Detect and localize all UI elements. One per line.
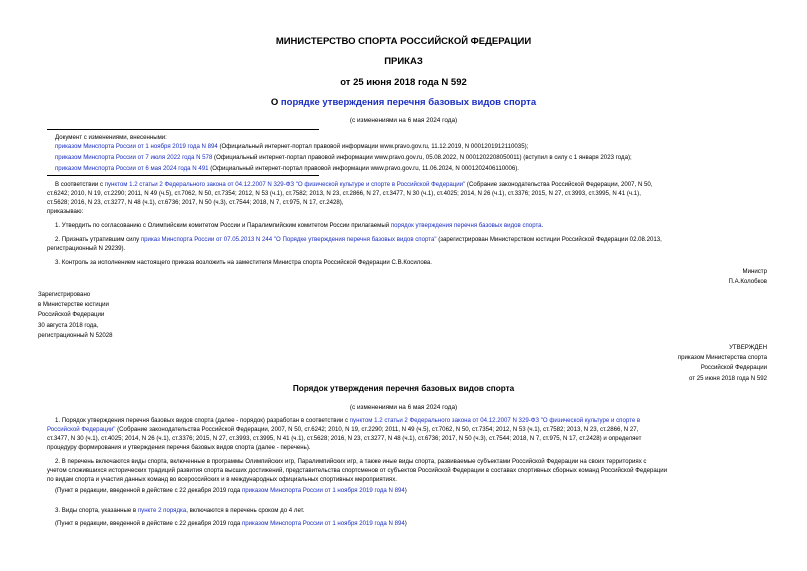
procedure-p2-line: учетом сложившихся исторических традиций развития спорта высших достижений, представительства спортсменов от субъектов Российской Федерации в составах спортивных сборных команд Российской Федерации	[47, 467, 668, 474]
procedure-p1	[55, 416, 640, 425]
procedure-link[interactable]: порядок утверждения перечня базовых видов спорта	[390, 222, 542, 229]
law-link[interactable]: Российской Федерации"	[47, 426, 116, 433]
change-item-link[interactable]: приказом Минспорта России от 7 июля 2022 года N 578	[55, 154, 213, 161]
registration-line: Зарегистрировано	[38, 291, 91, 298]
changes-divider-bottom	[47, 175, 319, 176]
preamble-text: (Собрание законодательства Российской Федерации, 2007, N 50,	[465, 181, 653, 188]
approved-line: от 25 июня 2018 года N 592	[688, 374, 767, 382]
order-item-text: 2. Признать утратившим силу	[55, 236, 141, 243]
note-text: )	[404, 520, 407, 527]
amending-order-link[interactable]: приказом Минспорта России от 1 ноября 2019 года N 894	[241, 487, 405, 494]
procedure-p2-line: по видам спорта и участия данных команд во всероссийских и в международных официальных спортивных мероприятиях.	[47, 476, 397, 483]
registration-line: Российской Федерации	[38, 311, 105, 319]
registration-line: в Министерстве юстиции	[38, 301, 109, 309]
order-item-2	[55, 235, 662, 244]
changes-divider-top	[47, 129, 319, 130]
registration-line: регистрационный N 52028	[38, 331, 113, 339]
amending-order-link[interactable]: приказом Минспорта России от 1 ноября 2019 года N 894	[241, 520, 405, 527]
repealed-order-link[interactable]: приказ Минспорта России от 07.05.2013 N 244 "О Порядке утверждения перечня базовых видов спорта"	[140, 236, 437, 243]
change-item	[55, 153, 632, 162]
doc-date-number: от 25 июня 2018 года N 592	[340, 77, 467, 88]
procedure-text: (Собрание законодательства Российской Федерации, 2007, N 50, ст.6242; 2010, N 19, ст.2290; 2011, N 49 (ч.5), ст.7062, N 50, ст.7354; 2012, N 53 (ч.1), ст.7582; 2013, N 23, ст.2866, N 27,	[115, 426, 639, 433]
change-item	[55, 164, 519, 173]
procedure-text: , включаются в перечень сроком до 4 лет.	[186, 507, 305, 514]
note-text: (Пункт в редакции, введенной в действие с 22 декабря 2019 года	[55, 520, 242, 527]
preamble-line: ст.5628; 2016, N 23, ст.3277, N 48 (ч.1), ст.6736; 2017, N 50 (ч.3), ст.7544; 2018, N 7, ст.975, N 17, ст.2428),	[47, 199, 344, 206]
doc-amended-note: (с изменениями на 6 мая 2024 года)	[349, 117, 458, 124]
procedure-p3-note	[55, 519, 407, 528]
procedure-p2: 2. В перечень включаются виды спорта, включенные в программы Олимпийских игр, Паралимпийских игр, а также иные виды спорта, развиваемые субъектами Российской Федерации на своих территориях с	[55, 458, 647, 465]
changes-intro: Документ с изменениями, внесенными:	[55, 134, 167, 141]
change-item-link[interactable]: приказом Минспорта России от 6 мая 2024 года N 491	[55, 165, 209, 172]
order-item-text: 1. Утвердить по согласованию с Олимпийским комитетом России и Паралимпийским комитетом России прилагаемый	[55, 222, 391, 229]
change-item-text: (Официальный интернет-портал правовой информации www.pravo.gov.ru, 11.06.2024, N 0001202406110006).	[208, 165, 520, 172]
signature-block	[729, 267, 768, 287]
approved-line: приказом Министерства спорта	[677, 354, 767, 362]
approved-line: Российской Федерации	[700, 364, 767, 372]
change-item-text: (Официальный интернет-портал правовой информации www.pravo.gov.ru, 11.12.2019, N 0001201912110035);	[217, 143, 529, 150]
order-item-text: (зарегистрирован Министерством юстиции Российской Федерации 02.08.2013,	[436, 236, 662, 243]
procedure-p3	[55, 506, 304, 515]
procedure-p1-line: ст.3477, N 30 (ч.1), ст.4025; 2014, N 26 (ч.1), ст.3376; 2015, N 27, ст.3993, ст.3995, N 41 (ч.1), ст.5628; 2016, N 23, ст.3277, N 48 (ч.1), ст.6736; 2017, N 50 (ч.3), ст.7544; 2018, N 7, ст.975, N 17, ст.2428) и определяет	[47, 435, 642, 442]
preamble-text: В соответствии с	[55, 181, 105, 188]
change-item	[55, 142, 528, 151]
doc-type-heading: ПРИКАЗ	[384, 56, 423, 67]
procedure-p1-line: процедуру формирования и утверждения перечня базовых видов спорта (далее - перечень).	[47, 444, 311, 451]
doc-title-prefix: О	[270, 97, 281, 108]
registration-line: 30 августа 2018 года,	[38, 321, 99, 329]
order-item-1	[55, 221, 543, 230]
order-word: приказываю:	[47, 208, 84, 215]
procedure-title: Порядок утверждения перечня базовых видов спорта	[292, 384, 515, 393]
preamble-line: ст.6242; 2010, N 19, ст.2290; 2011, N 49 (ч.5), ст.7062, N 50, ст.7354; 2012, N 53 (ч.1), ст.7582; 2013, N 23, ст.2866, N 27, ст.3477, N 30 (ч.1), ст.4025; 2014, N 26 (ч.1), ст.3376; 2015, N 27, ст.3993, ст.3995, N 41 (ч.1),	[47, 190, 641, 197]
procedure-amended-note: (с изменениями на 6 мая 2024 года)	[349, 404, 458, 411]
law-link[interactable]: пунктом 1.2 статьи 2 Федерального закона от 04.12.2007 N 329-ФЗ "О физической культуре и спорте в Российской Федерации"	[104, 181, 466, 188]
law-link[interactable]: пунктом 1.2 статьи 2 Федерального закона от 04.12.2007 N 329-ФЗ "О физической культуре и спорте в	[349, 417, 641, 424]
doc-title	[0, 97, 807, 108]
change-item-text: (Официальный интернет-портал правовой информации www.pravo.gov.ru, 05.08.2022, N 0001202208050011) (вступил в силу с 1 января 2023 года);	[212, 154, 632, 161]
clause-2-link[interactable]: пункте 2 порядка	[137, 507, 187, 514]
order-item-text: .	[541, 222, 544, 229]
order-item-3: 3. Контроль за исполнением настоящего приказа возложить на заместителя Министра спорта Российской Федерации С.В.Косилова.	[55, 259, 432, 266]
approved-block	[678, 343, 767, 384]
change-item-link[interactable]: приказом Минспорта России от 1 ноября 2019 года N 894	[55, 143, 218, 150]
doc-title-link[interactable]: порядке утверждения перечня базовых видов спорта	[280, 97, 537, 108]
order-item-2-cont: регистрационный N 29239).	[47, 245, 126, 252]
signature-name: П.А.Колобков	[728, 278, 767, 285]
preamble-line	[55, 180, 653, 189]
registration-block	[38, 290, 113, 341]
note-text: (Пункт в редакции, введенной в действие с 22 декабря 2019 года	[55, 487, 242, 494]
procedure-text: 1. Порядок утверждения перечня базовых видов спорта (далее - порядок) разработан в соответствии с	[55, 417, 350, 424]
procedure-p1-line	[47, 425, 638, 434]
note-text: )	[404, 487, 407, 494]
approved-line: УТВЕРЖДЕН	[729, 344, 767, 351]
signature-role: Министр	[742, 268, 767, 275]
ministry-heading: МИНИСТЕРСТВО СПОРТА РОССИЙСКОЙ ФЕДЕРАЦИИ	[275, 36, 532, 47]
procedure-text: 3. Виды спорта, указанные в	[55, 507, 138, 514]
procedure-p2-note	[55, 486, 407, 495]
